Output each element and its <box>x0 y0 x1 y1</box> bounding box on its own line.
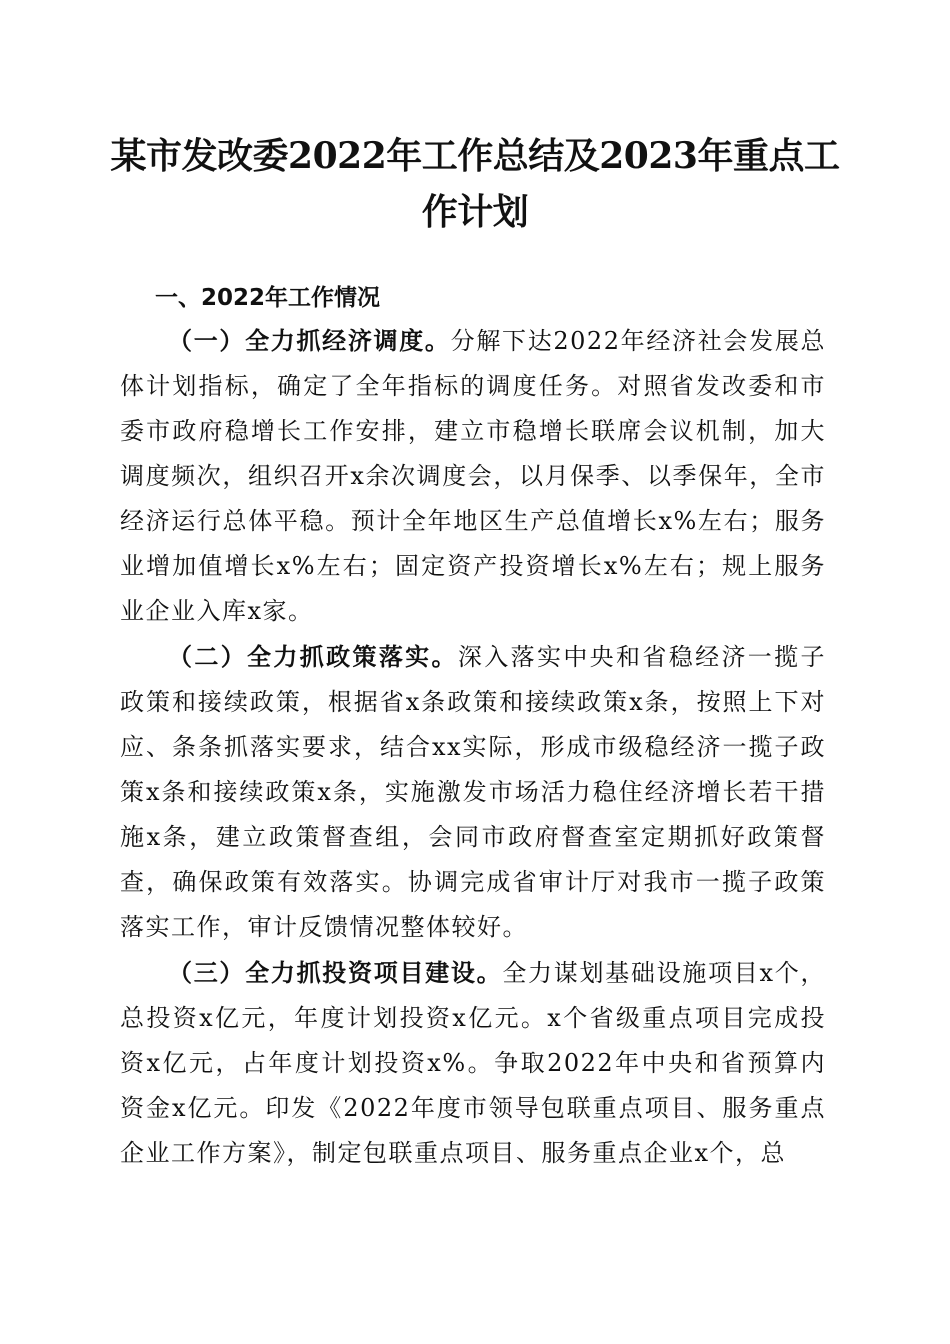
paragraph-lead: （三）全力抓投资项目建设。 <box>168 958 503 987</box>
paragraph-lead: （一）全力抓经济调度。 <box>168 326 451 355</box>
paragraph-policy-implementation <box>120 634 826 950</box>
document-title: 某市发改委2022年工作总结及2023年重点工作计划 <box>110 135 840 233</box>
paragraph-investment-projects <box>120 950 826 1176</box>
paragraph-text: 分解下达2022年经济社会发展总体计划指标，确定了全年指标的调度任务。对照省发改委和市委市政府稳增长工作安排，建立市稳增长联席会议机制，加大调度频次，组织召开x余次调度会，以月保季、以季保年，全市经济运行总体平稳。预计全年地区生产总值增长x%左右；服务业增加值增长x%左右；固定资产投资增长x%左右；规上服务业企业入库x家。 <box>120 327 827 625</box>
paragraph-text: 全力谋划基础设施项目x个，总投资x亿元，年度计划投资x亿元。x个省级重点项目完成投资x亿元，占年度计划投资x%。争取2022年中央和省预算内资金x亿元。印发《2022年度市领导包联重点项目、服务重点企业工作方案》，制定包联重点项目、服务重点企业x个，总 <box>120 959 826 1167</box>
section-heading: 一、2022年工作情况 <box>155 285 381 311</box>
document-body <box>120 318 826 1176</box>
paragraph-lead: （二）全力抓政策落实。 <box>168 642 458 671</box>
paragraph-text: 深入落实中央和省稳经济一揽子政策和接续政策，根据省x条政策和接续政策x条，按照上下对应、条条抓落实要求，结合xx实际，形成市级稳经济一揽子政策x条和接续政策x条，实施激发市场活力稳住经济增长若干措施x条，建立政策督查组，会同市政府督查室定期抓好政策督查，确保政策有效落实。协调完成省审计厅对我市一揽子政策落实工作，审计反馈情况整体较好。 <box>120 643 827 941</box>
paragraph-economic-dispatch <box>120 318 826 634</box>
